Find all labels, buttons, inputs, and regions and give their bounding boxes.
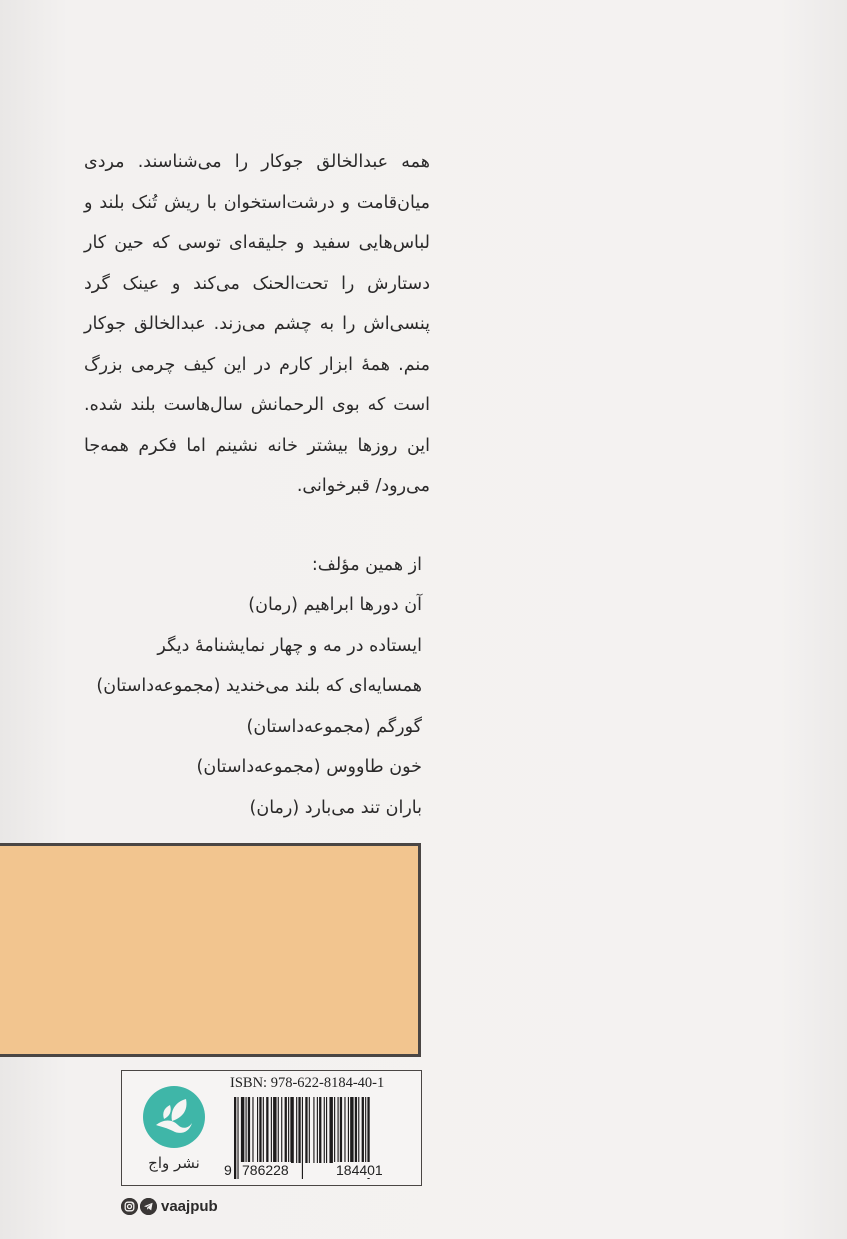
barcode-digits — [226, 1160, 418, 1182]
book-item: باران تند می‌بارد (رمان) — [249, 797, 422, 818]
instagram-icon — [121, 1198, 138, 1215]
also-by-title: از همین مؤلف: — [311, 555, 422, 575]
bird-leaf-logo-icon — [142, 1085, 206, 1149]
barcode-digit-group-1: 786228 — [242, 1162, 289, 1178]
telegram-icon — [140, 1198, 157, 1215]
book-item: ایستاده در مه و چهار نمایشنامهٔ دیگر — [157, 635, 422, 656]
book-item: آن دورها ابراهیم (رمان) — [248, 595, 422, 615]
publisher-info-box — [121, 1070, 422, 1186]
barcode-digit-group-2: 184401 — [336, 1162, 383, 1178]
cover-blurb: همه عبدالخالق جوکار را می‌شناسند. مردی میان‌قامت و درشت‌استخوان با ریش تُنک بلند و لباس‌هایی سفید و جلیقه‌ای توسی که حین کار دستارش را تحت‌الحنک می‌کند و عینک گرد پنسی‌اش را به چشم می‌زند. عبدالخالق جوکار منم. همهٔ ابزار کارم در این کیف چرمی بزرگ است که بوی الرحمانش سال‌هاست بلند شده. این روزها بیشتر خانه نشینم اما فکرم همه‌جا می‌رود/ قبرخوانی. — [84, 152, 430, 496]
publisher-name: نشر واج — [148, 1154, 200, 1172]
social-handle-row — [121, 1196, 218, 1216]
barcode-digit-first: 9 — [224, 1162, 232, 1178]
social-handle: vaajpub — [161, 1197, 218, 1215]
isbn-label: ISBN: 978-622-8184-40-1 — [230, 1075, 385, 1091]
book-item: همسایه‌ای که بلند می‌خندید (مجموعه‌داستان) — [96, 676, 422, 696]
book-item: گورگم (مجموعه‌داستان) — [246, 716, 422, 737]
color-panel — [0, 843, 421, 1057]
also-by-list — [96, 585, 422, 828]
book-item: خون طاووس (مجموعه‌داستان) — [196, 757, 422, 777]
